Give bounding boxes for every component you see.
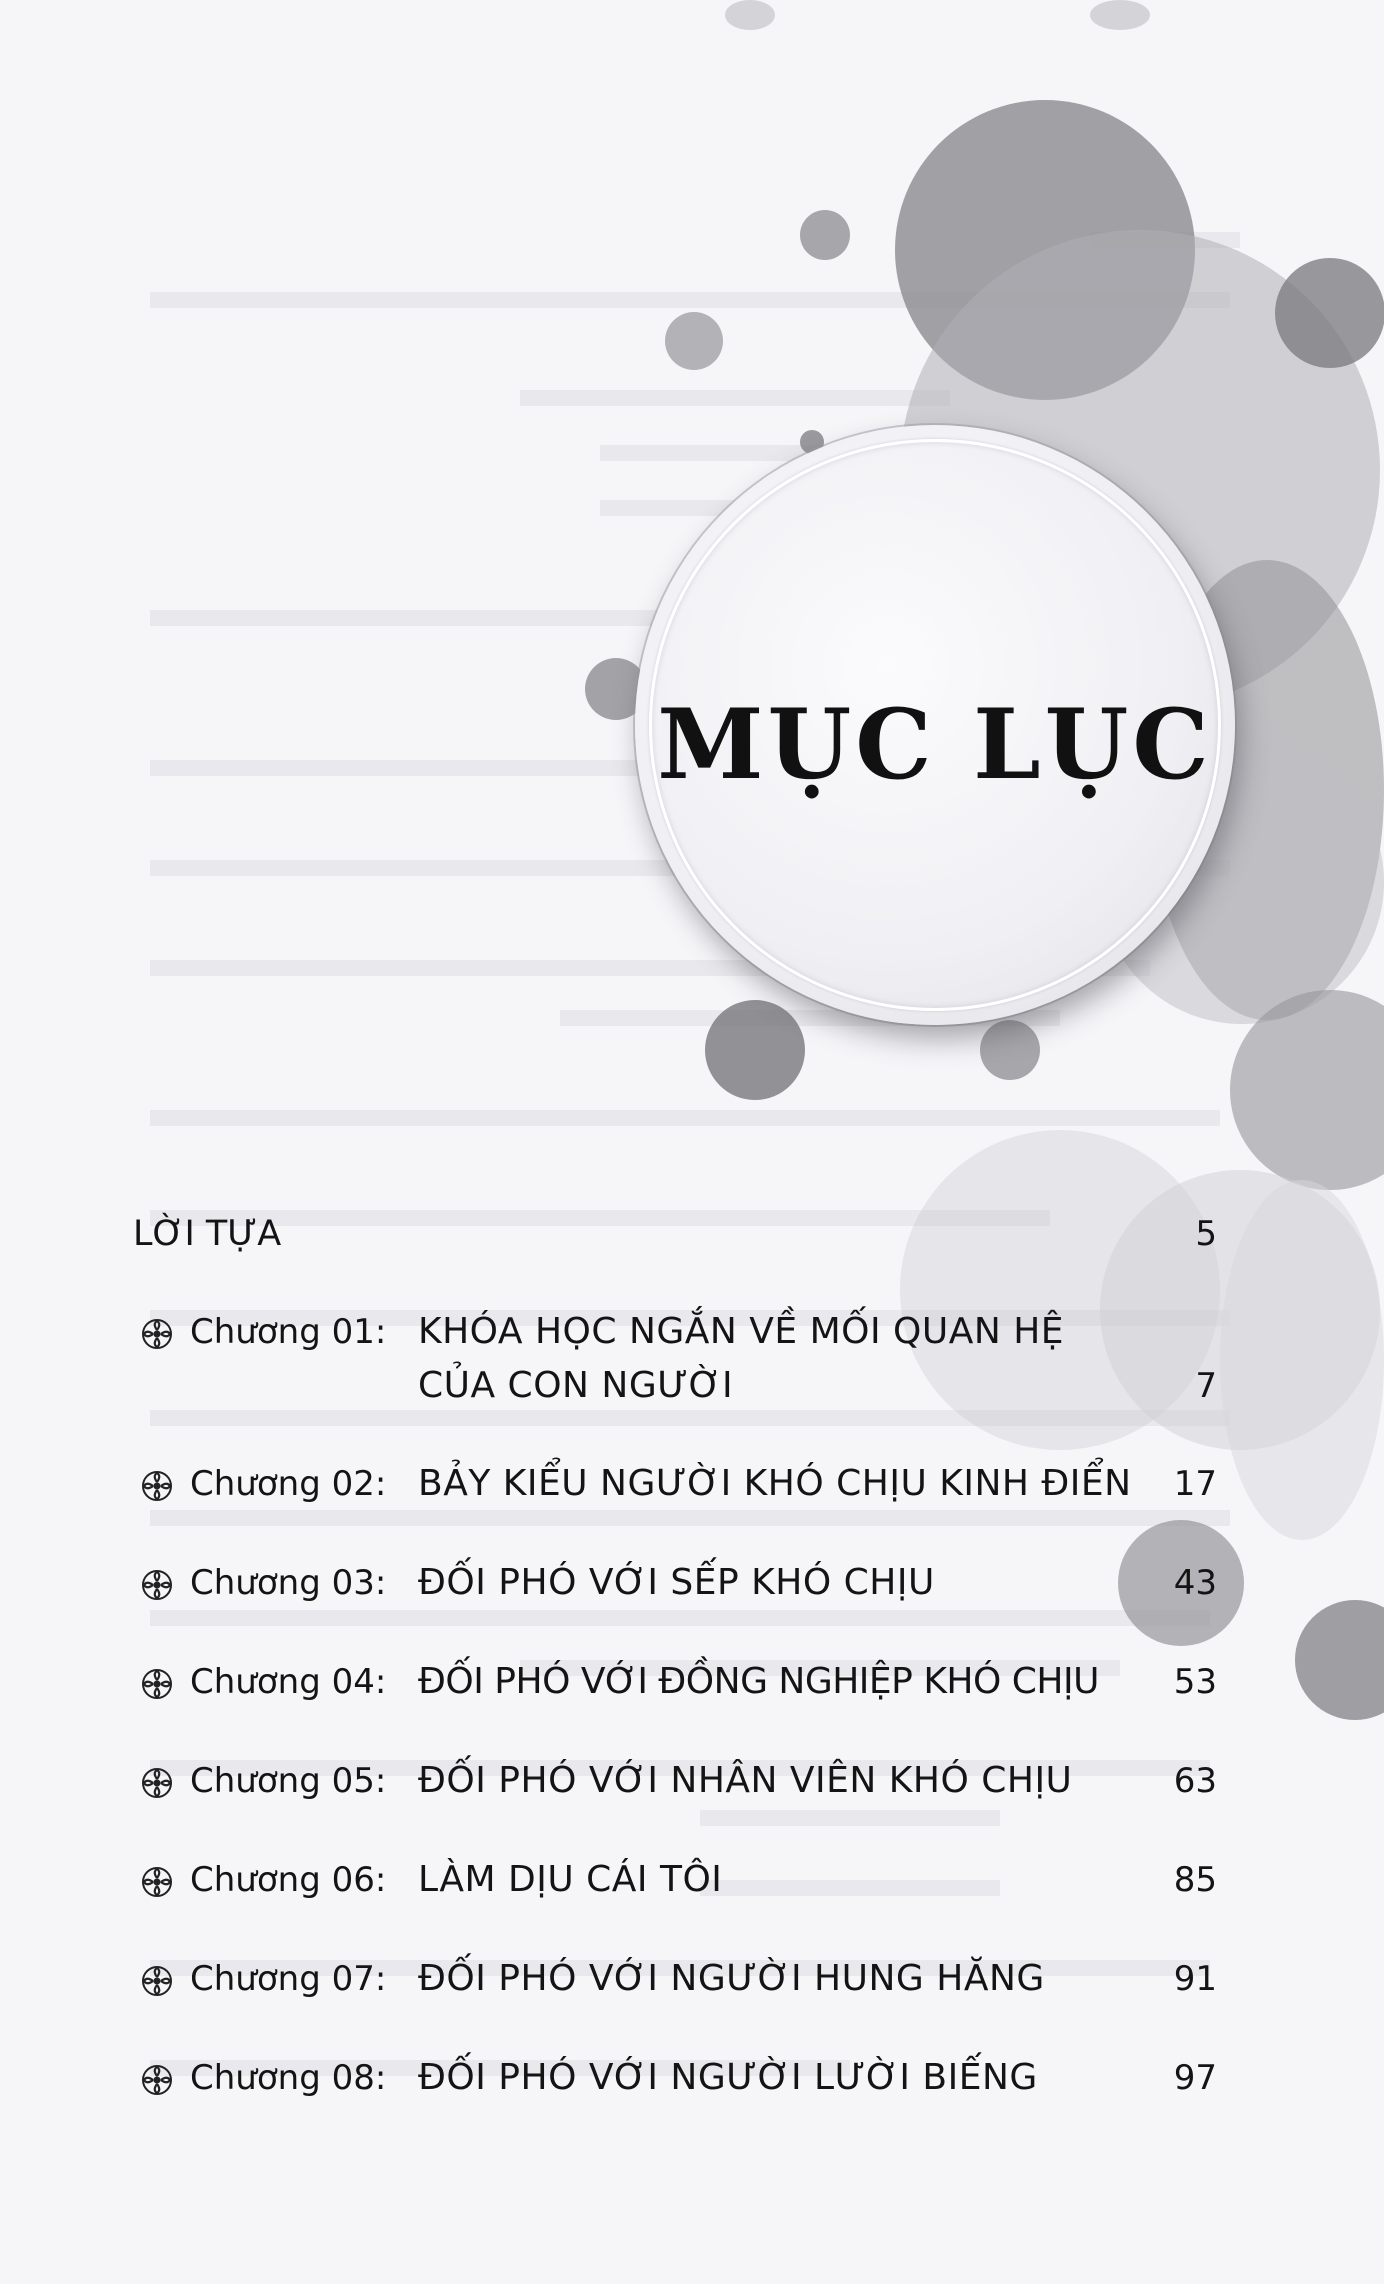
chapter-number: Chương 03: xyxy=(190,1563,387,1603)
decor-circle-3 xyxy=(1275,258,1384,368)
decor-circle-15 xyxy=(705,1000,805,1100)
chapter-page: 7 xyxy=(1195,1366,1217,1406)
chapter-title: ĐỐI PHÓ VỚI NGƯỜI LƯỜI BIẾNG xyxy=(418,2057,1038,2098)
chapter-number: Chương 01: xyxy=(190,1312,387,1352)
chapter-number: Chương 08: xyxy=(190,2058,387,2098)
chapter-page: 91 xyxy=(1173,1959,1217,1999)
chapter-title: ĐỐI PHÓ VỚI ĐỒNG NGHIỆP KHÓ CHỊU xyxy=(418,1661,1099,1702)
flower-ornament-icon xyxy=(141,1318,173,1350)
chapter-number: Chương 02: xyxy=(190,1464,387,1504)
decor-circle-9 xyxy=(1220,1180,1384,1540)
flower-ornament-icon xyxy=(141,1470,173,1502)
chapter-page: 63 xyxy=(1173,1761,1217,1801)
decor-circle-16 xyxy=(980,1020,1040,1080)
chapter-title: BẢY KIỂU NGƯỜI KHÓ CHỊU KINH ĐIỂN xyxy=(418,1463,1132,1504)
title-badge xyxy=(635,425,1235,1025)
chapter-page: 97 xyxy=(1173,2058,1217,2098)
chapter-number: Chương 07: xyxy=(190,1959,387,1999)
decor-circle-18 xyxy=(1090,0,1150,30)
flower-ornament-icon xyxy=(141,1767,173,1799)
chapter-page: 17 xyxy=(1173,1464,1217,1504)
flower-ornament-icon xyxy=(141,2064,173,2096)
preface-page: 5 xyxy=(1195,1214,1217,1254)
page-title: MỤC LỤC xyxy=(657,688,1213,801)
flower-ornament-icon xyxy=(141,1569,173,1601)
chapter-title: ĐỐI PHÓ VỚI NGƯỜI HUNG HĂNG xyxy=(418,1958,1045,1999)
chapter-title: ĐỐI PHÓ VỚI NHÂN VIÊN KHÓ CHỊU xyxy=(418,1760,1073,1801)
decor-circle-17 xyxy=(725,0,775,30)
decor-circle-13 xyxy=(665,312,723,370)
chapter-title: KHÓA HỌC NGẮN VỀ MỐI QUAN HỆ xyxy=(418,1311,1065,1352)
decor-circle-12 xyxy=(800,210,850,260)
chapter-number: Chương 05: xyxy=(190,1761,387,1801)
preface-label: LỜI TỰA xyxy=(133,1214,282,1254)
chapter-page: 43 xyxy=(1173,1563,1217,1603)
chapter-title-continued: CỦA CON NGƯỜI xyxy=(418,1365,734,1406)
flower-ornament-icon xyxy=(141,1668,173,1700)
chapter-number: Chương 06: xyxy=(190,1860,387,1900)
chapter-page: 85 xyxy=(1173,1860,1217,1900)
chapter-page: 53 xyxy=(1173,1662,1217,1702)
flower-ornament-icon xyxy=(141,1866,173,1898)
flower-ornament-icon xyxy=(141,1965,173,1997)
chapter-title: ĐỐI PHÓ VỚI SẾP KHÓ CHỊU xyxy=(418,1562,935,1603)
chapter-number: Chương 04: xyxy=(190,1662,387,1702)
chapter-title: LÀM DỊU CÁI TÔI xyxy=(418,1859,723,1900)
